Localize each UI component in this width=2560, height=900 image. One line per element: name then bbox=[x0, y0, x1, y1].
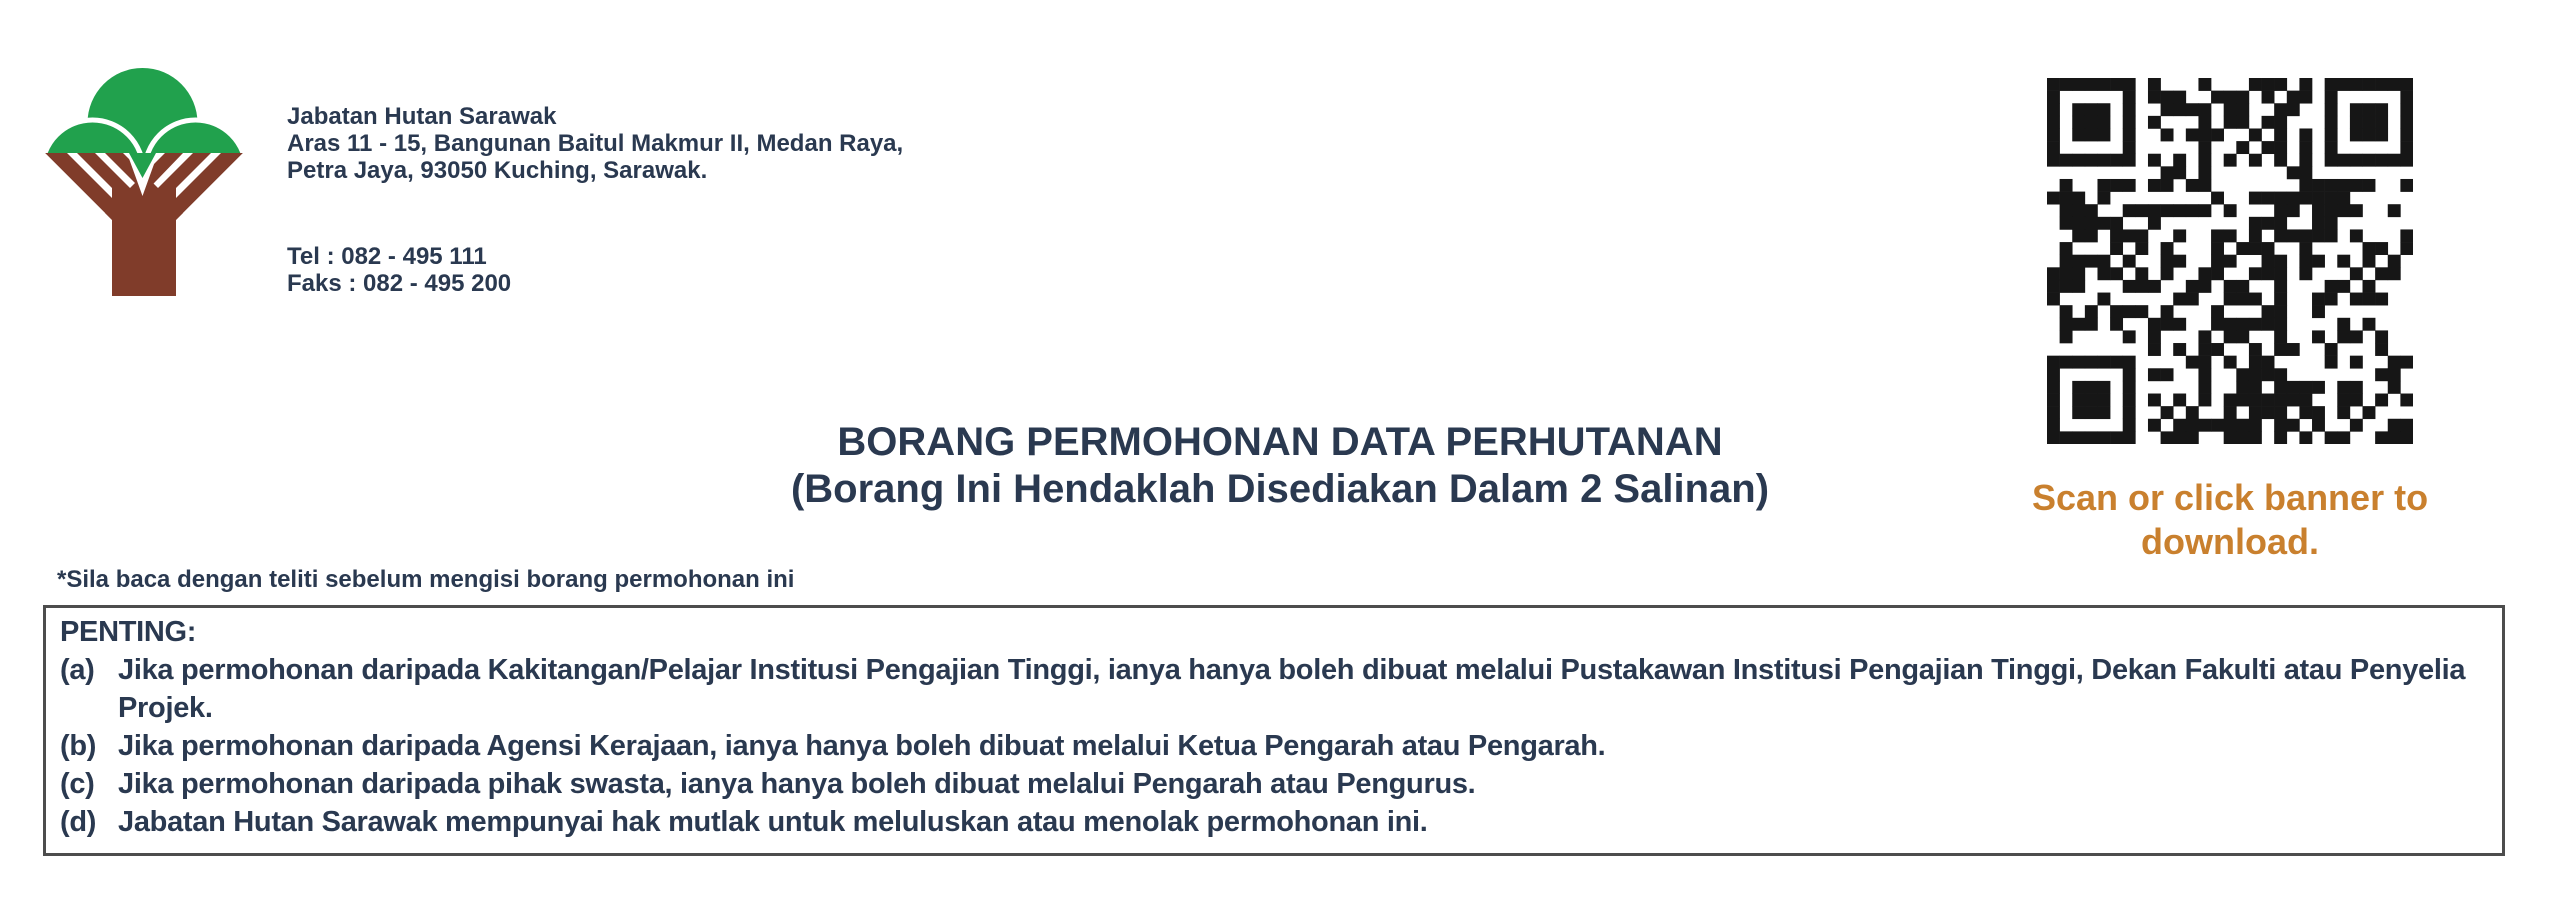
form-title-line2: (Borang Ini Hendaklah Disediakan Dalam 2 Salinan) bbox=[790, 467, 1770, 511]
download-banner[interactable] bbox=[1985, 78, 2475, 564]
important-item-d-label: (d) bbox=[60, 806, 97, 838]
important-notice-box bbox=[43, 605, 2505, 856]
important-item-a bbox=[60, 651, 2488, 727]
important-item-c bbox=[60, 765, 2488, 803]
org-address-line2: Petra Jaya, 93050 Kuching, Sarawak. bbox=[287, 157, 708, 184]
contact-block bbox=[287, 243, 511, 297]
org-name: Jabatan Hutan Sarawak bbox=[287, 103, 557, 130]
org-address-line1: Aras 11 - 15, Bangunan Baitul Makmur II, Medan Raya, bbox=[287, 130, 904, 157]
forestry-tree-logo-icon bbox=[45, 68, 243, 298]
qr-caption: Scan or click banner to download. bbox=[2031, 477, 2429, 562]
org-tel: Tel : 082 - 495 111 bbox=[287, 243, 487, 270]
important-item-b-label: (b) bbox=[60, 730, 97, 762]
org-fax: Faks : 082 - 495 200 bbox=[287, 270, 512, 297]
important-item-d-text: Jabatan Hutan Sarawak mempunyai hak mutlak untuk meluluskan atau menolak permohonan ini. bbox=[118, 806, 1428, 838]
important-item-a-label: (a) bbox=[60, 654, 95, 686]
form-title-line1: BORANG PERMOHONAN DATA PERHUTANAN bbox=[837, 420, 1723, 464]
important-item-b bbox=[60, 727, 2488, 765]
important-item-d bbox=[60, 803, 2488, 841]
important-item-a-text: Jika permohonan daripada Kakitangan/Pelajar Institusi Pengajian Tinggi, ianya hanya boleh dibuat melalui Pustakawan Institusi Pengajian Tinggi, Dekan Fakulti atau Penyelia Projek. bbox=[118, 654, 2466, 724]
important-item-c-label: (c) bbox=[60, 768, 95, 800]
important-item-c-text: Jika permohonan daripada pihak swasta, ianya hanya boleh dibuat melalui Pengarah atau Pengurus. bbox=[118, 768, 1476, 800]
important-item-b-text: Jika permohonan daripada Agensi Kerajaan, ianya hanya boleh dibuat melalui Ketua Pengarah atau Pengarah. bbox=[118, 730, 1606, 762]
org-address-block bbox=[287, 103, 903, 184]
qr-code-icon[interactable] bbox=[2047, 78, 2413, 444]
important-heading: PENTING: bbox=[60, 616, 197, 648]
read-carefully-note: *Sila baca dengan teliti sebelum mengisi borang permohonan ini bbox=[57, 566, 795, 593]
